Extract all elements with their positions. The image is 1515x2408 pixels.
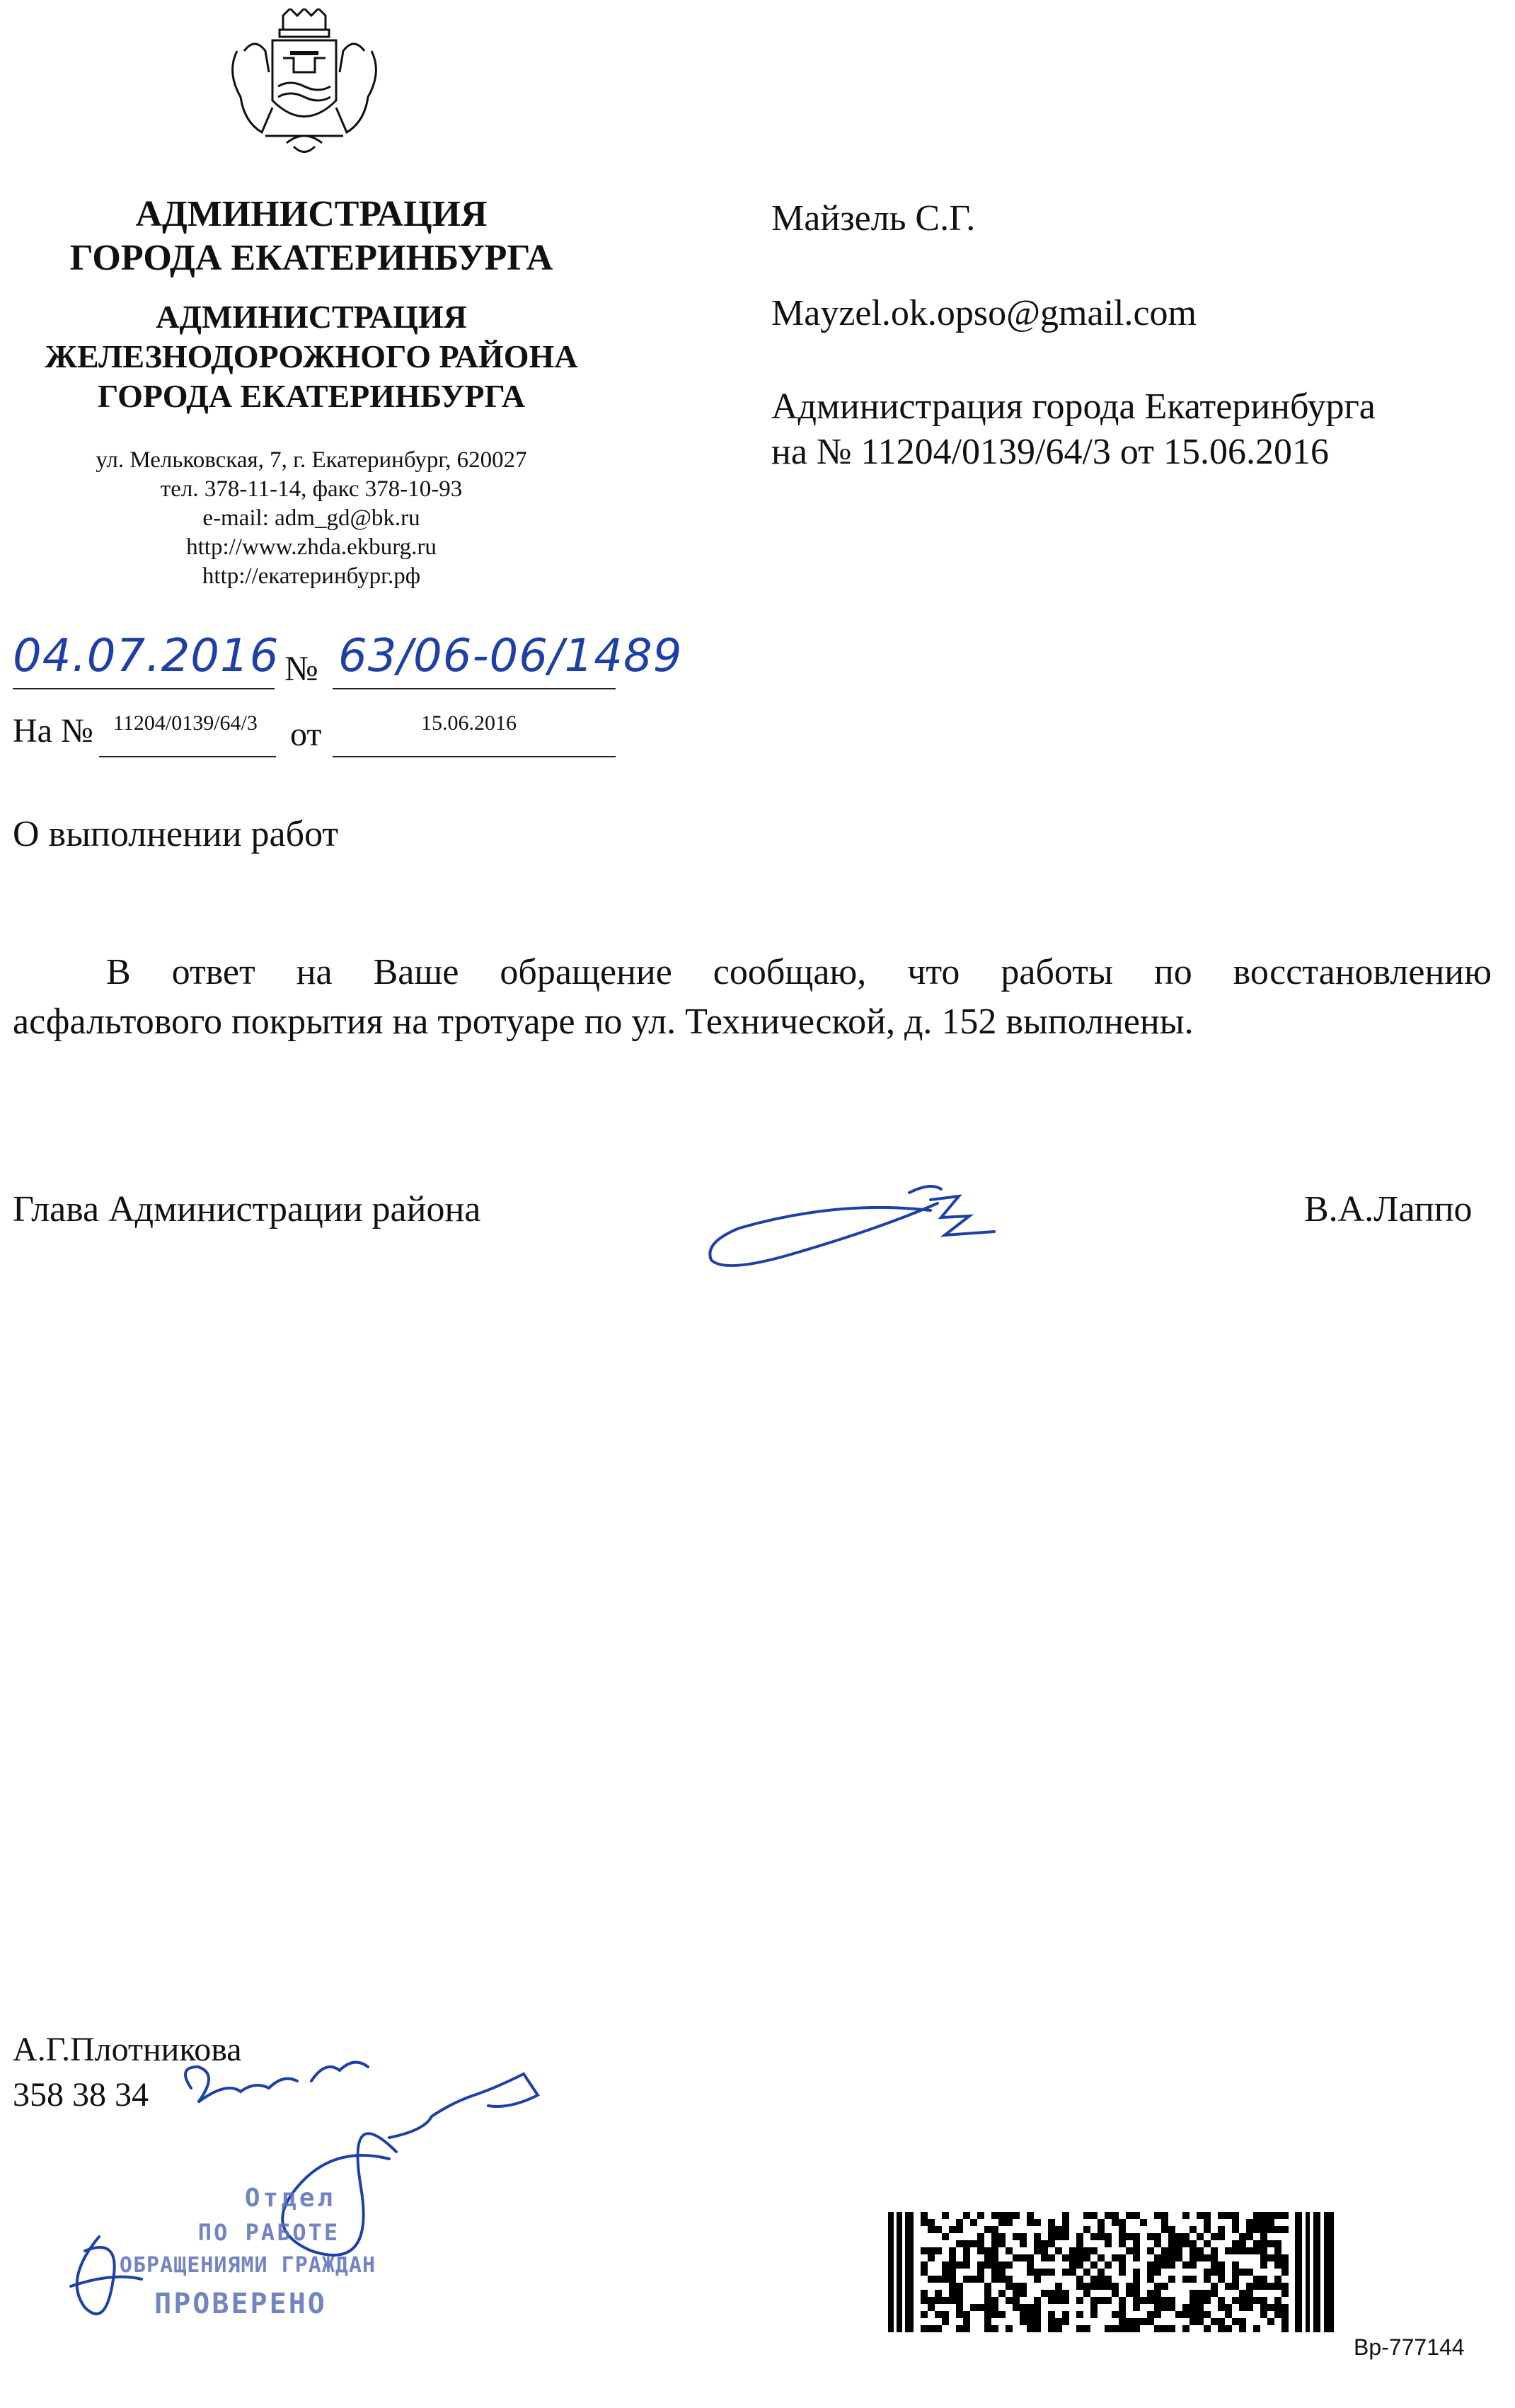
reply-number-underline [99, 756, 276, 757]
body-word: восстановлению [1233, 952, 1492, 992]
dept-name-line2: ЖЕЛЕЗНОДОРОЖНОГО РАЙОНА [45, 338, 578, 374]
body-word: что [907, 952, 960, 992]
reply-number: 11204/0139/64/3 [113, 711, 258, 735]
barcode-caption: Вр-777144 [1354, 2334, 1465, 2360]
stamp-line1: Отдел [244, 2184, 336, 2213]
executor-name: А.Г.Плотникова [13, 2031, 242, 2068]
recipient-ref-line2: на № 11204/0139/64/3 от 15.06.2016 [771, 432, 1329, 472]
recipient-name: Майзель С.Г. [771, 198, 976, 239]
stamp-line4: ПРОВЕРЕНО [154, 2288, 327, 2320]
stamp-line2: ПО РАБОТЕ [197, 2219, 340, 2246]
date-underline [13, 688, 275, 689]
from-label: от [290, 716, 322, 753]
body-word: Ваше [373, 952, 459, 992]
org-name-line2: ГОРОДА ЕКАТЕРИНБУРГА [69, 238, 553, 278]
body-word: ответ [171, 952, 255, 992]
org-website: http://www.zhda.ekburg.ru [186, 534, 437, 560]
recipient-email: Mayzel.ok.opso@gmail.com [771, 293, 1197, 333]
reply-date-underline [333, 756, 616, 757]
body-word: сообщаю, [713, 952, 867, 992]
body-word: на [296, 952, 333, 992]
body-word: работы [1001, 952, 1113, 992]
body-line1 [106, 948, 1492, 997]
reply-prefix: На № [13, 712, 93, 750]
body-word: обращение [500, 952, 672, 992]
outgoing-date-handwritten: 04.07.2016 [13, 630, 280, 682]
outgoing-number-handwritten: 63/06-06/1489 [338, 630, 683, 682]
body-word: В [106, 952, 131, 992]
body-line2: асфальтового покрытия на тротуаре по ул. Технической, д. 152 выполнены. [13, 1002, 1194, 1042]
org-phone: тел. 378-11-14, факс 378-10-93 [160, 476, 463, 502]
signatory-position: Глава Администрации района [13, 1189, 481, 1229]
org-address: ул. Мельковская, 7, г. Екатеринбург, 620027 [96, 447, 527, 473]
stamp-line3: ОБРАЩЕНИЯМИ ГРАЖДАН [119, 2253, 376, 2278]
reply-date: 15.06.2016 [421, 711, 517, 735]
org-email: e-mail: adm_gd@bk.ru [202, 505, 420, 531]
signatory-name: В.А.Лаппо [1304, 1189, 1473, 1229]
body-word: по [1153, 952, 1192, 992]
dept-name-line3: ГОРОДА ЕКАТЕРИНБУРГА [98, 378, 525, 414]
number-underline [333, 688, 616, 689]
recipient-ref-line1: Администрация города Екатеринбурга [771, 386, 1376, 427]
executor-phone: 358 38 34 [13, 2076, 149, 2114]
document-barcode [888, 2212, 1341, 2332]
letter-subject: О выполнении работ [13, 814, 339, 854]
dept-name-line1: АДМИНИСТРАЦИЯ [156, 299, 467, 335]
org-website-rf: http://екатеринбург.рф [202, 563, 421, 589]
org-name-line1: АДМИНИСТРАЦИЯ [135, 194, 488, 234]
handwritten-signature [697, 1161, 1051, 1281]
number-label: № [284, 648, 318, 688]
city-coat-of-arms-logo [223, 8, 386, 157]
